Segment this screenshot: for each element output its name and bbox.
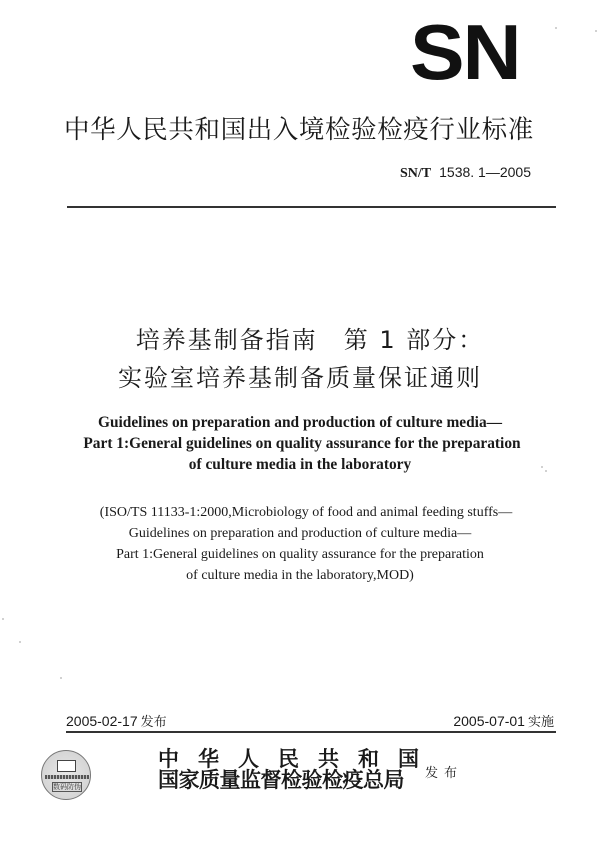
scan-speck [19, 641, 21, 643]
en-title-line-2: Part 1:General guidelines on quality assurance for the preparation [83, 435, 521, 452]
implementation-date [453, 711, 554, 730]
issue-date-label: 发布 [140, 715, 167, 730]
cn-title-line-1: 培养基制备指南 第 1 部分： [135, 326, 485, 354]
issue-date [66, 711, 167, 730]
scan-speck [541, 466, 543, 468]
scan-speck [545, 470, 547, 472]
sn-logo-text: SN [410, 8, 520, 96]
publisher-line-1: 中华人民共和国 [158, 746, 438, 771]
iso-reference-line-3: Part 1:General guidelines on quality assurance for the preparation [116, 547, 484, 562]
iso-reference-line-1: (ISO/TS 11133-1:2000,Microbiology of food and animal feeding stuffs— [99, 505, 513, 520]
publisher-line-2: 国家质量监督检验检疫总局 [158, 767, 404, 792]
en-title-line-1: Guidelines on preparation and production of culture media— [97, 414, 503, 431]
scan-speck [60, 677, 62, 679]
scan-speck [595, 30, 597, 32]
sn-logo [410, 8, 540, 96]
standard-number-prefix: SN/T [400, 166, 432, 181]
iso-reference-line-4: of culture media in the laboratory,MOD) [186, 568, 414, 583]
en-title-line-3: of culture media in the laboratory [188, 456, 412, 473]
seal-emblem-icon [57, 760, 76, 772]
footer-divider [66, 731, 556, 733]
header-divider [67, 206, 556, 208]
publish-label: 发布 [425, 766, 464, 781]
standard-number-value: 1538. 1—2005 [439, 164, 531, 180]
industry-standard-title: 中华人民共和国出入境检验检疫行业标准 [64, 115, 534, 145]
standard-number [400, 164, 531, 182]
scan-speck [555, 27, 557, 29]
implementation-date-label: 实施 [527, 715, 554, 730]
seal-text: 数码防伪 [53, 783, 81, 791]
iso-reference-line-2: Guidelines on preparation and production of culture media— [128, 526, 472, 541]
implementation-date-value: 2005-07-01 [453, 713, 525, 729]
scan-speck [2, 618, 4, 620]
seal-band [45, 775, 89, 779]
cn-title-line-2: 实验室培养基制备质量保证通则 [118, 364, 482, 392]
anti-counterfeit-seal-icon [41, 750, 91, 800]
issue-date-value: 2005-02-17 [66, 713, 138, 729]
